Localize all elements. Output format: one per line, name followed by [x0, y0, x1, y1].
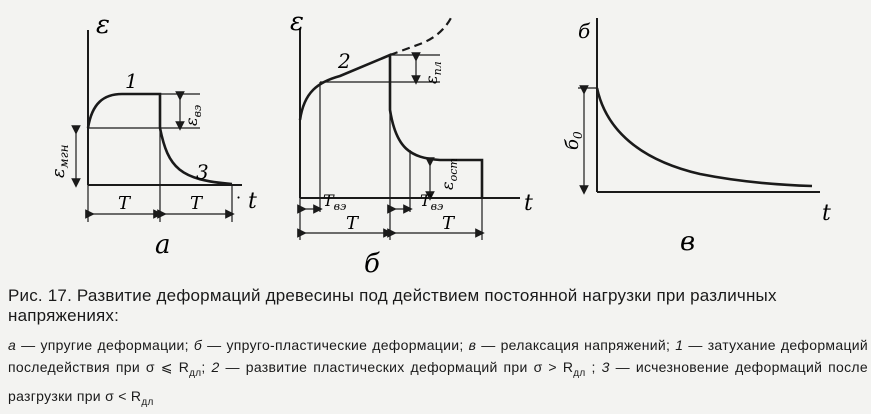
panel-b-period-label-2: T — [442, 213, 455, 234]
panel-b-eps-plast-label: $\varepsilon_{пл}$ — [422, 61, 444, 84]
panel-a-y-axis-label: ε — [96, 10, 110, 40]
caption-title: Рис. 17. Развитие деформаций древесины под действием постоянной нагрузки при различных напряжениях: — [8, 286, 777, 325]
panel-b-eps-resid-label: $\varepsilon_{ост}$ — [438, 158, 460, 190]
panel-b-x-axis-label: t — [524, 191, 533, 216]
panel-c-curve — [597, 88, 812, 186]
legend-text-c: — релаксация напряжений; — [476, 337, 676, 353]
panel-c-y-axis-label: б — [578, 19, 591, 43]
legend-sub-2: дл — [573, 367, 586, 379]
panel-c-label: в — [680, 227, 696, 257]
legend-text-b: — упруго-пластические деформации; — [202, 337, 469, 353]
panel-b-tve-label-2: $T_{вэ}$ — [420, 191, 444, 213]
panel-a — [48, 10, 257, 260]
legend-sub-3: дл — [141, 396, 154, 408]
panel-b-y-axis-label: ε — [290, 7, 304, 37]
legend-key-b: б — [193, 337, 203, 353]
legend-text-a: — упругие деформации; — [16, 337, 194, 353]
legend-sub-1: дл — [189, 367, 202, 379]
panel-b-tve-label-1: $T_{вэ}$ — [323, 191, 347, 213]
legend-text-1: — затухание деформаций последействия при σ ⩽ R — [8, 337, 868, 375]
panel-c-sigma0-label: $б_0$ — [562, 131, 585, 150]
panel-b-curve-label-2: 2 — [338, 49, 351, 73]
legend-key-c: в — [468, 337, 477, 353]
legend-text-3: — исчезновение деформаций после разгрузки при σ < R — [8, 359, 868, 404]
legend-key-3: 3 — [601, 359, 610, 375]
panel-b-extrapolation — [390, 16, 452, 55]
legend-key-2: 2 — [211, 359, 220, 375]
panel-c-x-axis-label: t — [822, 201, 831, 226]
panel-a-curve-label-1: 1 — [125, 69, 138, 93]
legend-key-1: 1 — [675, 337, 684, 353]
figure-caption — [8, 286, 868, 326]
panel-a-label: а — [155, 230, 171, 260]
panel-a-period-label-1: T — [118, 193, 131, 214]
panel-a-eps-elast-label: $\varepsilon_{вэ}$ — [182, 104, 204, 126]
panel-a-curve-label-3: 3 — [196, 160, 209, 184]
legend-key-a: а — [8, 337, 17, 353]
panel-b-period-label-1: T — [346, 213, 359, 234]
panel-a-eps-inst-label: $\varepsilon_{мгн}$ — [48, 144, 71, 178]
panel-c — [562, 18, 831, 257]
svg-text:·: · — [236, 188, 242, 207]
legend-text-2: — развитие пластических деформаций при σ > R — [219, 359, 574, 375]
figure-legend: а — упругие деформации; б — упруго-пластические деформации; в — релаксация напряжений; 1 — затухание деформаций последействия при σ ⩽ $R_{дл}$; 2 — развитие пластических деформаций при $\sigma > R_{дл}$ ; 3 — исчезновение деформаций после разгрузки при $\sigma < R_{дл}$ — [8, 337, 868, 408]
panel-a-period-label-2: T — [190, 193, 203, 214]
panel-b-label: б — [364, 249, 380, 279]
panel-a-x-axis-label: t — [248, 189, 257, 214]
panel-b — [290, 7, 533, 279]
